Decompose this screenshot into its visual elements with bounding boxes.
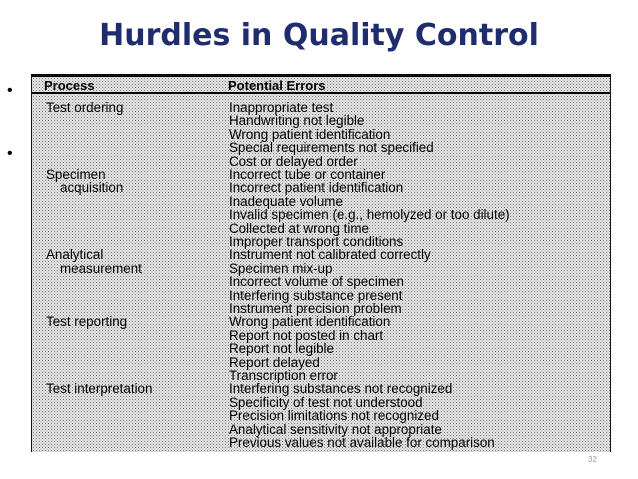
error-item: Report delayed — [229, 354, 320, 370]
error-item: Previous values not available for comparison — [229, 435, 495, 450]
error-item: Incorrect volume of specimen — [229, 274, 404, 290]
error-item: Inadequate volume — [229, 193, 343, 209]
error-item: Interfering substances not recognized — [229, 381, 453, 397]
error-item: Wrong patient identification — [229, 126, 391, 142]
error-item: Precision limitations not recognized — [229, 408, 439, 424]
error-item: Inappropriate test — [229, 100, 334, 115]
process-label: measurement — [60, 260, 142, 276]
error-item: Special requirements not specified — [229, 140, 434, 156]
error-item: Handwriting not legible — [229, 113, 365, 129]
slide-title: Hurdles in Quality Control — [99, 18, 539, 53]
quality-control-table — [31, 74, 611, 452]
error-item: Wrong patient identification — [229, 314, 391, 330]
error-item: Interfering substance present — [229, 287, 403, 303]
bullet-marker: • — [7, 145, 13, 162]
error-item: Analytical sensitivity not appropriate — [229, 421, 442, 437]
header-process: Process — [44, 78, 95, 93]
error-item: Improper transport conditions — [229, 234, 404, 249]
error-item: Collected at wrong time — [229, 220, 369, 236]
process-label: Test reporting — [46, 314, 128, 330]
error-item: Cost or delayed order — [229, 153, 358, 169]
error-item: Instrument precision problem — [229, 301, 402, 316]
process-label: Specimen — [46, 167, 106, 182]
error-item: Specimen mix-up — [229, 260, 333, 276]
error-item: Incorrect tube or container — [229, 167, 386, 182]
process-label: Analytical — [46, 247, 104, 263]
table-header-row — [32, 77, 610, 94]
header-potential-errors: Potential Errors — [228, 78, 326, 93]
process-label: acquisition — [60, 180, 124, 196]
error-item: Transcription error — [229, 368, 338, 383]
error-item: Incorrect patient identification — [229, 180, 404, 196]
error-item: Specificity of test not understood — [229, 394, 423, 410]
process-label: Test interpretation — [46, 381, 153, 397]
error-item: Report not legible — [229, 341, 334, 357]
bullet-marker: • — [7, 82, 13, 99]
process-label: Test ordering — [46, 100, 124, 115]
error-item: Invalid specimen (e.g., hemolyzed or too dilute) — [229, 207, 510, 223]
error-item: Instrument not calibrated correctly — [229, 247, 431, 263]
error-item: Report not posted in chart — [229, 327, 384, 343]
page-number: 32 — [588, 455, 597, 464]
